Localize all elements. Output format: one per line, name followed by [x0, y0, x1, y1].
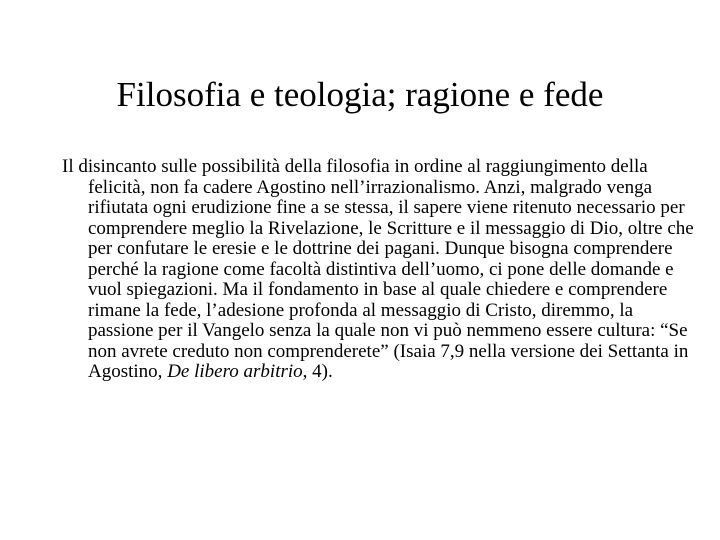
slide-body-paragraph: [62, 157, 698, 383]
slide-title: Filosofia e teologia; ragione e fede: [116, 75, 604, 114]
body-text-main: Il disincanto sulle possibilità della filosofia in ordine al raggiungimento della felicità, non fa cadere Agostino nell’irrazionalismo. Anzi, malgrado venga rifiutata ogni erudizione fine a se stessa, il sapere viene ritenuto necessario per comprendere meglio la Rivelazione, le Scritture e il messaggio di Dio, oltre che per confutare le eresie e le dottrine dei pagani. Dunque bisogna comprendere perché la ragione come facoltà distintiva dell’uomo, ci pone delle domande e vuol spiegazioni. Ma il fondamento in base al quale chiedere e comprendere rimane la fede, l’adesione profonda al messaggio di Cristo, diremmo, la passione per il Vangelo senza la quale non vi può nemmeno essere cultura: “Se non avrete creduto non comprenderete” (Isaia 7,9 nella versione dei Settanta in Agostino,: [62, 156, 694, 382]
work-title-italic: De libero arbitrio: [167, 361, 303, 382]
body-text-end: , 4).: [302, 361, 333, 382]
